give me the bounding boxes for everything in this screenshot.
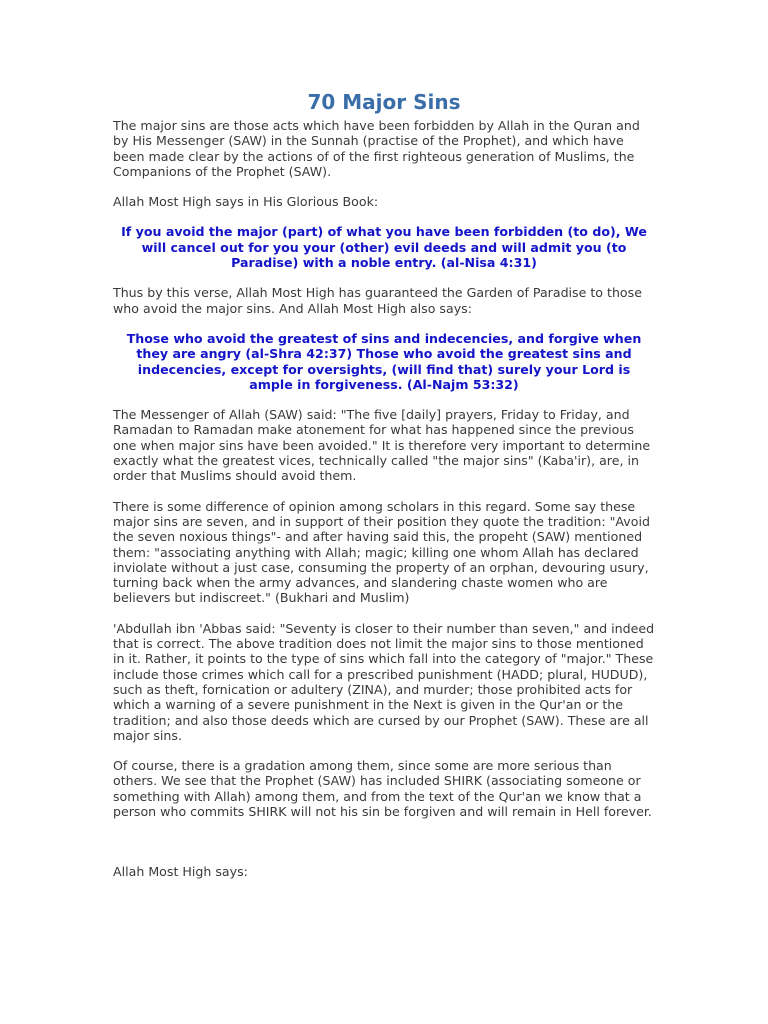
intro-paragraph: The major sins are those acts which have been forbidden by Allah in the Quran and by His Messenger (SAW) in the Sunnah (practise of the Prophet), and which have been made clear by the actions of of the first righteous generation of Muslims, the Companions of the Prophet (SAW).: [113, 118, 640, 179]
guarantee-paragraph: Thus by this verse, Allah Most High has guaranteed the Garden of Paradise to those who avoid the major sins. And Allah Most High also says:: [113, 285, 642, 316]
document-page: [113, 88, 655, 895]
spacer: [113, 834, 655, 864]
closing-paragraph: Allah Most High says:: [113, 864, 248, 880]
quran-quote-shura-najm: Those who avoid the greatest of sins and indecencies, and forgive when they are angry (al-Shra 42:37) Those who avoid the greatest sins and indecencies, except for oversights, (will find that) surely your Lord is ample in forgiveness. (Al-Najm 53:32): [126, 330, 642, 392]
hadith-paragraph: The Messenger of Allah (SAW) said: "The five [daily] prayers, Friday to Friday, and Ramadan to Ramadan make atonement for what has happened since the previous one when major sins have been avoided." It is therefore very important to determine exactly what the greatest vices, technically called "the major sins" (Kaba'ir), are, in order that Muslims should avoid them.: [113, 407, 651, 484]
quran-quote-nisa: If you avoid the major (part) of what you have been forbidden (to do), We will cancel out for you your (other) evil deeds and will admit you (to Paradise) with a noble entry. (al-Nisa 4:31): [121, 224, 647, 271]
ibn-abbas-paragraph: 'Abdullah ibn 'Abbas said: "Seventy is closer to their number than seven," and indeed that is correct. The above tradition does not limit the major sins to those mentioned in it. Rather, it points to the type of sins which fall into the category of "major." These include those crimes which call for a prescribed punishment (HADD; plural, HUDUD), such as theft, fornication or adultery (ZINA), and murder; those prohibited acts for which a warning of a severe punishment in the Next is given in the Qur'an or the tradition; and also those deeds which are cursed by our Prophet (SAW). These are all major sins.: [113, 620, 655, 743]
document-title: 70 Major Sins: [307, 90, 461, 114]
gradation-paragraph: Of course, there is a gradation among them, since some are more serious than others. We see that the Prophet (SAW) has included SHIRK (associating someone or something with Allah) among them, and from the text of the Qur'an we know that a person who commits SHIRK will not his sin be forgiven and will remain in Hell forever.: [113, 758, 652, 819]
quran-intro-paragraph: Allah Most High says in His Glorious Book:: [113, 194, 379, 210]
scholars-paragraph: There is some difference of opinion among scholars in this regard. Some say these major sins are seven, and in support of their position they quote the tradition: "Avoid the seven noxious things"- and after having said this, the propeht (SAW) mentioned them: "associating anything with Allah; magic; killing one whom Allah has declared inviolate without a just case, consuming the property of an orphan, devouring usury, turning back when the army advances, and slandering chaste women who are believers but indiscreet." (Bukhari and Muslim): [113, 498, 650, 606]
